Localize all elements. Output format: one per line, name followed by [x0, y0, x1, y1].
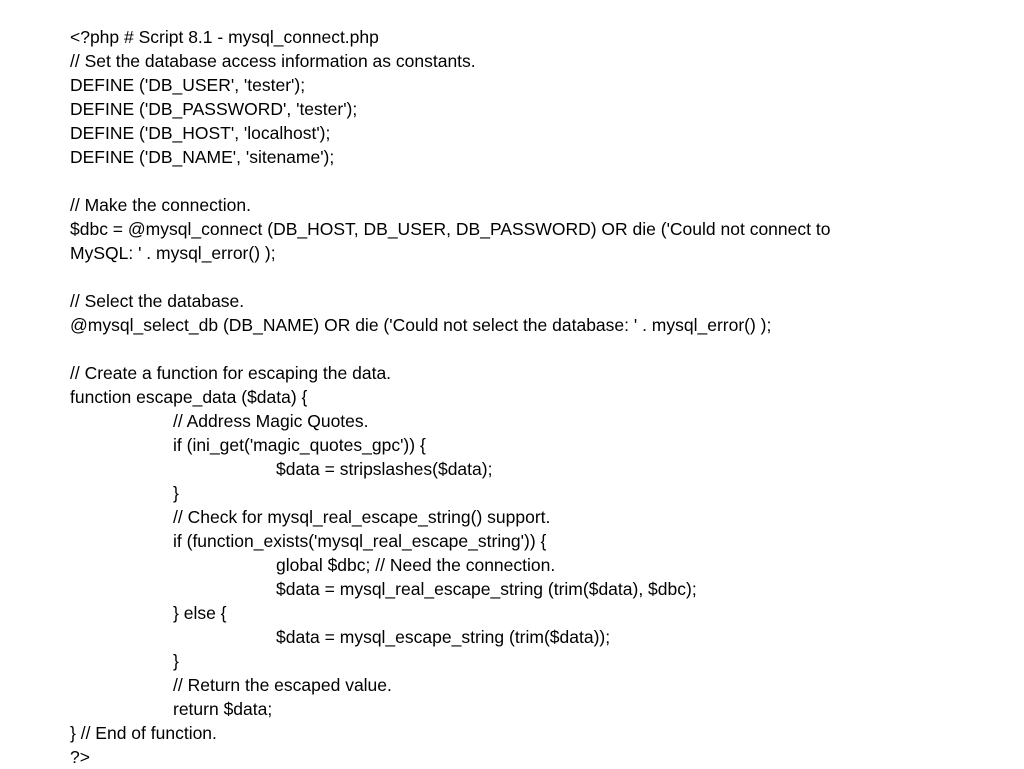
code-line: // Return the escaped value.	[173, 675, 392, 695]
code-line: function escape_data ($data) {	[70, 387, 308, 407]
code-line: // Create a function for escaping the data.	[70, 363, 392, 383]
code-line: $data = mysql_escape_string (trim($data));	[276, 627, 611, 647]
code-line: return $data;	[173, 699, 273, 719]
code-line: // Address Magic Quotes.	[173, 411, 369, 431]
code-line: $data = mysql_real_escape_string (trim($data), $dbc);	[276, 579, 697, 599]
code-line: // Check for mysql_real_escape_string() support.	[173, 507, 551, 527]
code-line: DEFINE ('DB_NAME', 'sitename');	[70, 147, 335, 167]
code-line: } else {	[173, 603, 227, 623]
code-line: // Select the database.	[70, 291, 245, 311]
blank-line	[70, 265, 970, 289]
code-line: DEFINE ('DB_USER', 'tester');	[70, 75, 306, 95]
code-line: $dbc = @mysql_connect (DB_HOST, DB_USER, DB_PASSWORD) OR die ('Could not connect to	[70, 219, 831, 239]
code-line: ?>	[70, 747, 90, 767]
code-line: global $dbc; // Need the connection.	[276, 555, 556, 575]
code-line: if (function_exists('mysql_real_escape_string')) {	[173, 531, 547, 551]
code-line: <?php # Script 8.1 - mysql_connect.php	[70, 27, 379, 47]
code-line: }	[173, 483, 179, 503]
code-line: } // End of function.	[70, 723, 217, 743]
code-line: @mysql_select_db (DB_NAME) OR die ('Could not select the database: ' . mysql_error() );	[70, 315, 772, 335]
code-line: }	[173, 651, 179, 671]
blank-line	[70, 169, 970, 193]
code-line: // Set the database access information as constants.	[70, 51, 476, 71]
blank-line	[70, 337, 970, 361]
code-line: if (ini_get('magic_quotes_gpc')) {	[173, 435, 426, 455]
code-line: $data = stripslashes($data);	[276, 459, 493, 479]
code-line: // Make the connection.	[70, 195, 251, 215]
code-line: DEFINE ('DB_PASSWORD', 'tester');	[70, 99, 358, 119]
code-line: DEFINE ('DB_HOST', 'localhost');	[70, 123, 331, 143]
code-line: MySQL: ' . mysql_error() );	[70, 243, 276, 263]
code-document	[70, 25, 970, 769]
